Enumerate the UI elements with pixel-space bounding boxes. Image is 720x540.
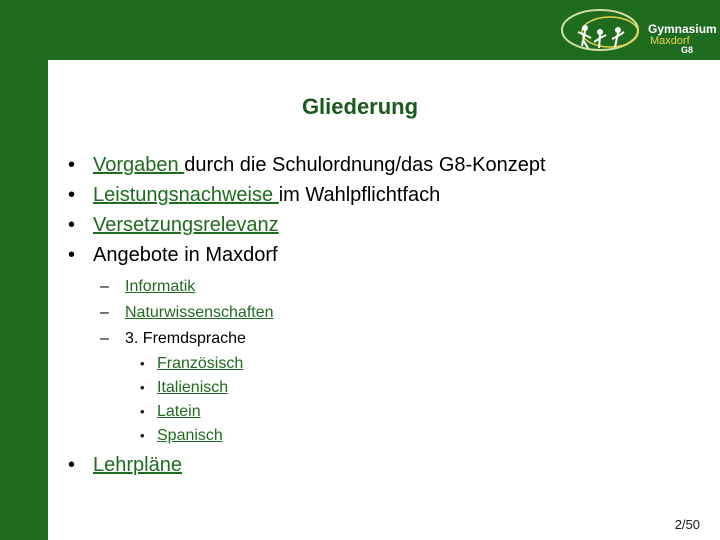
outline-subsubitem bbox=[140, 400, 243, 424]
item-text: 3. Fremdsprache bbox=[125, 330, 246, 347]
link-leistungsnachweise[interactable]: Leistungsnachweise bbox=[93, 184, 279, 206]
outline-subitem bbox=[100, 274, 274, 300]
link-vorgaben[interactable]: Vorgaben bbox=[93, 154, 185, 176]
slide-title: Gliederung bbox=[301, 94, 419, 119]
outline-item bbox=[68, 180, 546, 210]
bullet-icon: • bbox=[68, 214, 76, 236]
bullet-icon: • bbox=[140, 380, 145, 395]
outline-item bbox=[68, 450, 182, 480]
bullet-icon: • bbox=[140, 428, 145, 443]
dash-icon: – bbox=[100, 330, 109, 347]
outline-item bbox=[68, 240, 546, 270]
link-spanisch[interactable]: Spanisch bbox=[157, 427, 223, 444]
outline-subsubitem bbox=[140, 352, 243, 376]
slide-left-band bbox=[0, 0, 48, 540]
link-lehrplaene[interactable]: Lehrpläne bbox=[93, 454, 182, 476]
dash-icon: – bbox=[100, 304, 109, 321]
item-text: durch die Schulordnung/das G8-Konzept bbox=[184, 154, 546, 176]
logo-place: Maxdorf bbox=[650, 35, 690, 47]
link-franzoesisch[interactable]: Französisch bbox=[157, 355, 244, 372]
outline-item bbox=[68, 150, 546, 180]
link-latein[interactable]: Latein bbox=[157, 403, 201, 420]
outline-level-3 bbox=[140, 352, 243, 448]
bullet-icon: • bbox=[68, 154, 76, 176]
link-naturwissenschaften[interactable]: Naturwissenschaften bbox=[125, 304, 274, 321]
outline-subitem bbox=[100, 326, 274, 352]
outline-subsubitem bbox=[140, 424, 243, 448]
outline-subsubitem bbox=[140, 376, 243, 400]
bullet-icon: • bbox=[140, 404, 145, 419]
item-text: Angebote in Maxdorf bbox=[93, 244, 278, 266]
outline-level-1-final bbox=[68, 450, 182, 480]
link-informatik[interactable]: Informatik bbox=[125, 278, 196, 295]
bullet-icon: • bbox=[140, 356, 145, 371]
item-text: im Wahlpflichtfach bbox=[278, 184, 441, 206]
outline-item bbox=[68, 210, 546, 240]
logo-badge: G8 bbox=[681, 45, 694, 55]
outline-level-1 bbox=[68, 150, 546, 270]
bullet-icon: • bbox=[68, 454, 76, 476]
outline-level-2 bbox=[100, 274, 274, 352]
bullet-icon: • bbox=[68, 184, 76, 206]
logo-name: Gymnasium bbox=[648, 22, 717, 36]
bullet-icon: • bbox=[68, 244, 76, 266]
link-versetzungsrelevanz[interactable]: Versetzungsrelevanz bbox=[93, 214, 279, 236]
outline-subitem bbox=[100, 300, 274, 326]
link-italienisch[interactable]: Italienisch bbox=[157, 379, 229, 396]
dash-icon: – bbox=[100, 278, 109, 295]
page-number: 2/50 bbox=[674, 517, 700, 532]
